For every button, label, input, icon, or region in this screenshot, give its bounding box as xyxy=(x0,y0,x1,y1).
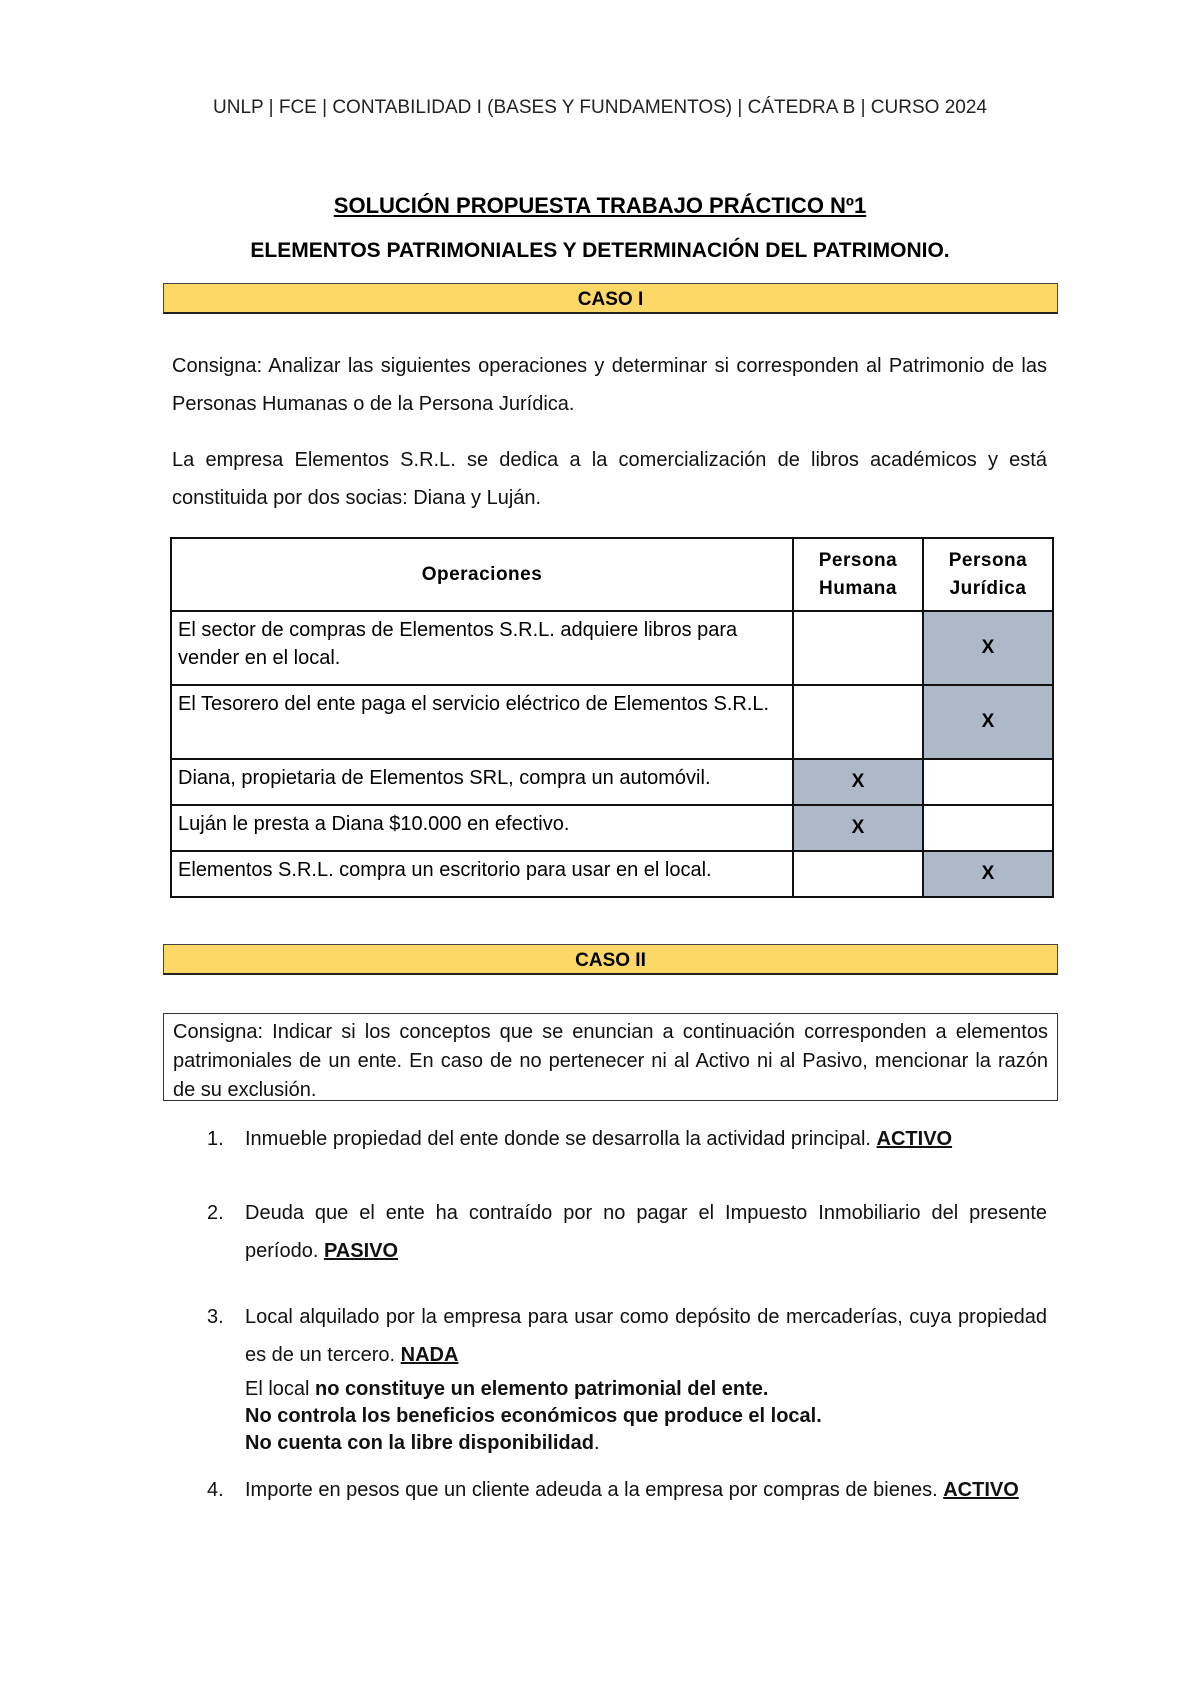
caso-1-heading: CASO I xyxy=(163,283,1058,314)
table-row xyxy=(171,611,1053,685)
list-item xyxy=(172,1120,1047,1158)
item-text: Deuda que el ente ha contraído por no pagar el Impuesto Inmobiliario del presente período. xyxy=(245,1202,1047,1262)
humana-cell: X xyxy=(793,759,923,805)
document-title: SOLUCIÓN PROPUESTA TRABAJO PRÁCTICO Nº1 xyxy=(333,193,867,218)
operation-cell: Luján le presta a Diana $10.000 en efectivo. xyxy=(171,805,793,851)
item-answer: PASIVO xyxy=(323,1240,399,1262)
note-bold-1: no constituye un elemento patrimonial del ente. xyxy=(315,1378,769,1400)
item-number: 4. xyxy=(207,1479,224,1501)
table-header-row xyxy=(171,538,1053,611)
operation-cell: Elementos S.R.L. compra un escritorio para usar en el local. xyxy=(171,851,793,897)
humana-cell xyxy=(793,851,923,897)
note-bold-2: No controla los beneficios económicos que produce el local. xyxy=(245,1405,822,1427)
header-persona-humana: Persona Humana xyxy=(793,538,923,611)
caso-1-intro: La empresa Elementos S.R.L. se dedica a la comercialización de libros académicos y está constituida por dos socias: Diana y Luján. xyxy=(172,449,1047,509)
juridica-cell xyxy=(923,805,1053,851)
humana-cell xyxy=(793,611,923,685)
operation-cell: El Tesorero del ente paga el servicio eléctrico de Elementos S.R.L. xyxy=(171,685,793,759)
note-prefix: El local xyxy=(245,1378,316,1400)
note-end: . xyxy=(593,1432,600,1454)
item-number: 2. xyxy=(207,1202,224,1224)
table-row xyxy=(171,851,1053,897)
humana-cell: X xyxy=(793,805,923,851)
item-text: Importe en pesos que un cliente adeuda a la empresa por compras de bienes. xyxy=(245,1479,938,1501)
item-answer: NADA xyxy=(400,1344,459,1366)
operation-cell: Diana, propietaria de Elementos SRL, compra un automóvil. xyxy=(171,759,793,805)
header-persona-juridica: Persona Jurídica xyxy=(923,538,1053,611)
caso-1-consigna: Consigna: Analizar las siguientes operaciones y determinar si corresponden al Patrimonio de las Personas Humanas o de la Persona Jurídica. xyxy=(172,355,1047,415)
item-answer: ACTIVO xyxy=(943,1479,1019,1501)
juridica-cell xyxy=(923,759,1053,805)
header-operaciones: Operaciones xyxy=(171,538,793,611)
table-row xyxy=(171,685,1053,759)
note-bold-3: No cuenta con la libre disponibilidad xyxy=(245,1432,594,1454)
item-number: 1. xyxy=(207,1128,224,1150)
list-item xyxy=(172,1477,1047,1504)
document-header: UNLP | FCE | CONTABILIDAD I (BASES Y FUNDAMENTOS) | CÁTEDRA B | CURSO 2024 xyxy=(213,97,987,118)
table-row xyxy=(171,805,1053,851)
operation-cell: El sector de compras de Elementos S.R.L. adquiere libros para vender en el local. xyxy=(171,611,793,685)
document-subtitle: ELEMENTOS PATRIMONIALES Y DETERMINACIÓN DEL PATRIMONIO. xyxy=(250,239,950,262)
item-note xyxy=(245,1376,1047,1457)
item-number: 3. xyxy=(207,1306,224,1328)
table-row xyxy=(171,759,1053,805)
concepts-list xyxy=(172,1120,1047,1504)
caso-2-consigna: Consigna: Indicar si los conceptos que se enuncian a continuación corresponden a elementos patrimoniales de un ente. En caso de no pertenecer ni al Activo ni al Pasivo, mencionar la razón de su exclusión. xyxy=(163,1013,1058,1101)
item-text: Inmueble propiedad del ente donde se desarrolla la actividad principal. xyxy=(245,1128,871,1150)
list-item xyxy=(172,1194,1047,1270)
humana-cell xyxy=(793,685,923,759)
list-item xyxy=(172,1298,1047,1457)
juridica-cell: X xyxy=(923,685,1053,759)
juridica-cell: X xyxy=(923,851,1053,897)
item-text: Local alquilado por la empresa para usar como depósito de mercaderías, cuya propiedad es de un tercero. xyxy=(245,1306,1047,1366)
item-answer: ACTIVO xyxy=(876,1128,953,1150)
juridica-cell: X xyxy=(923,611,1053,685)
operations-table xyxy=(170,537,1054,898)
caso-2-heading: CASO II xyxy=(163,944,1058,975)
